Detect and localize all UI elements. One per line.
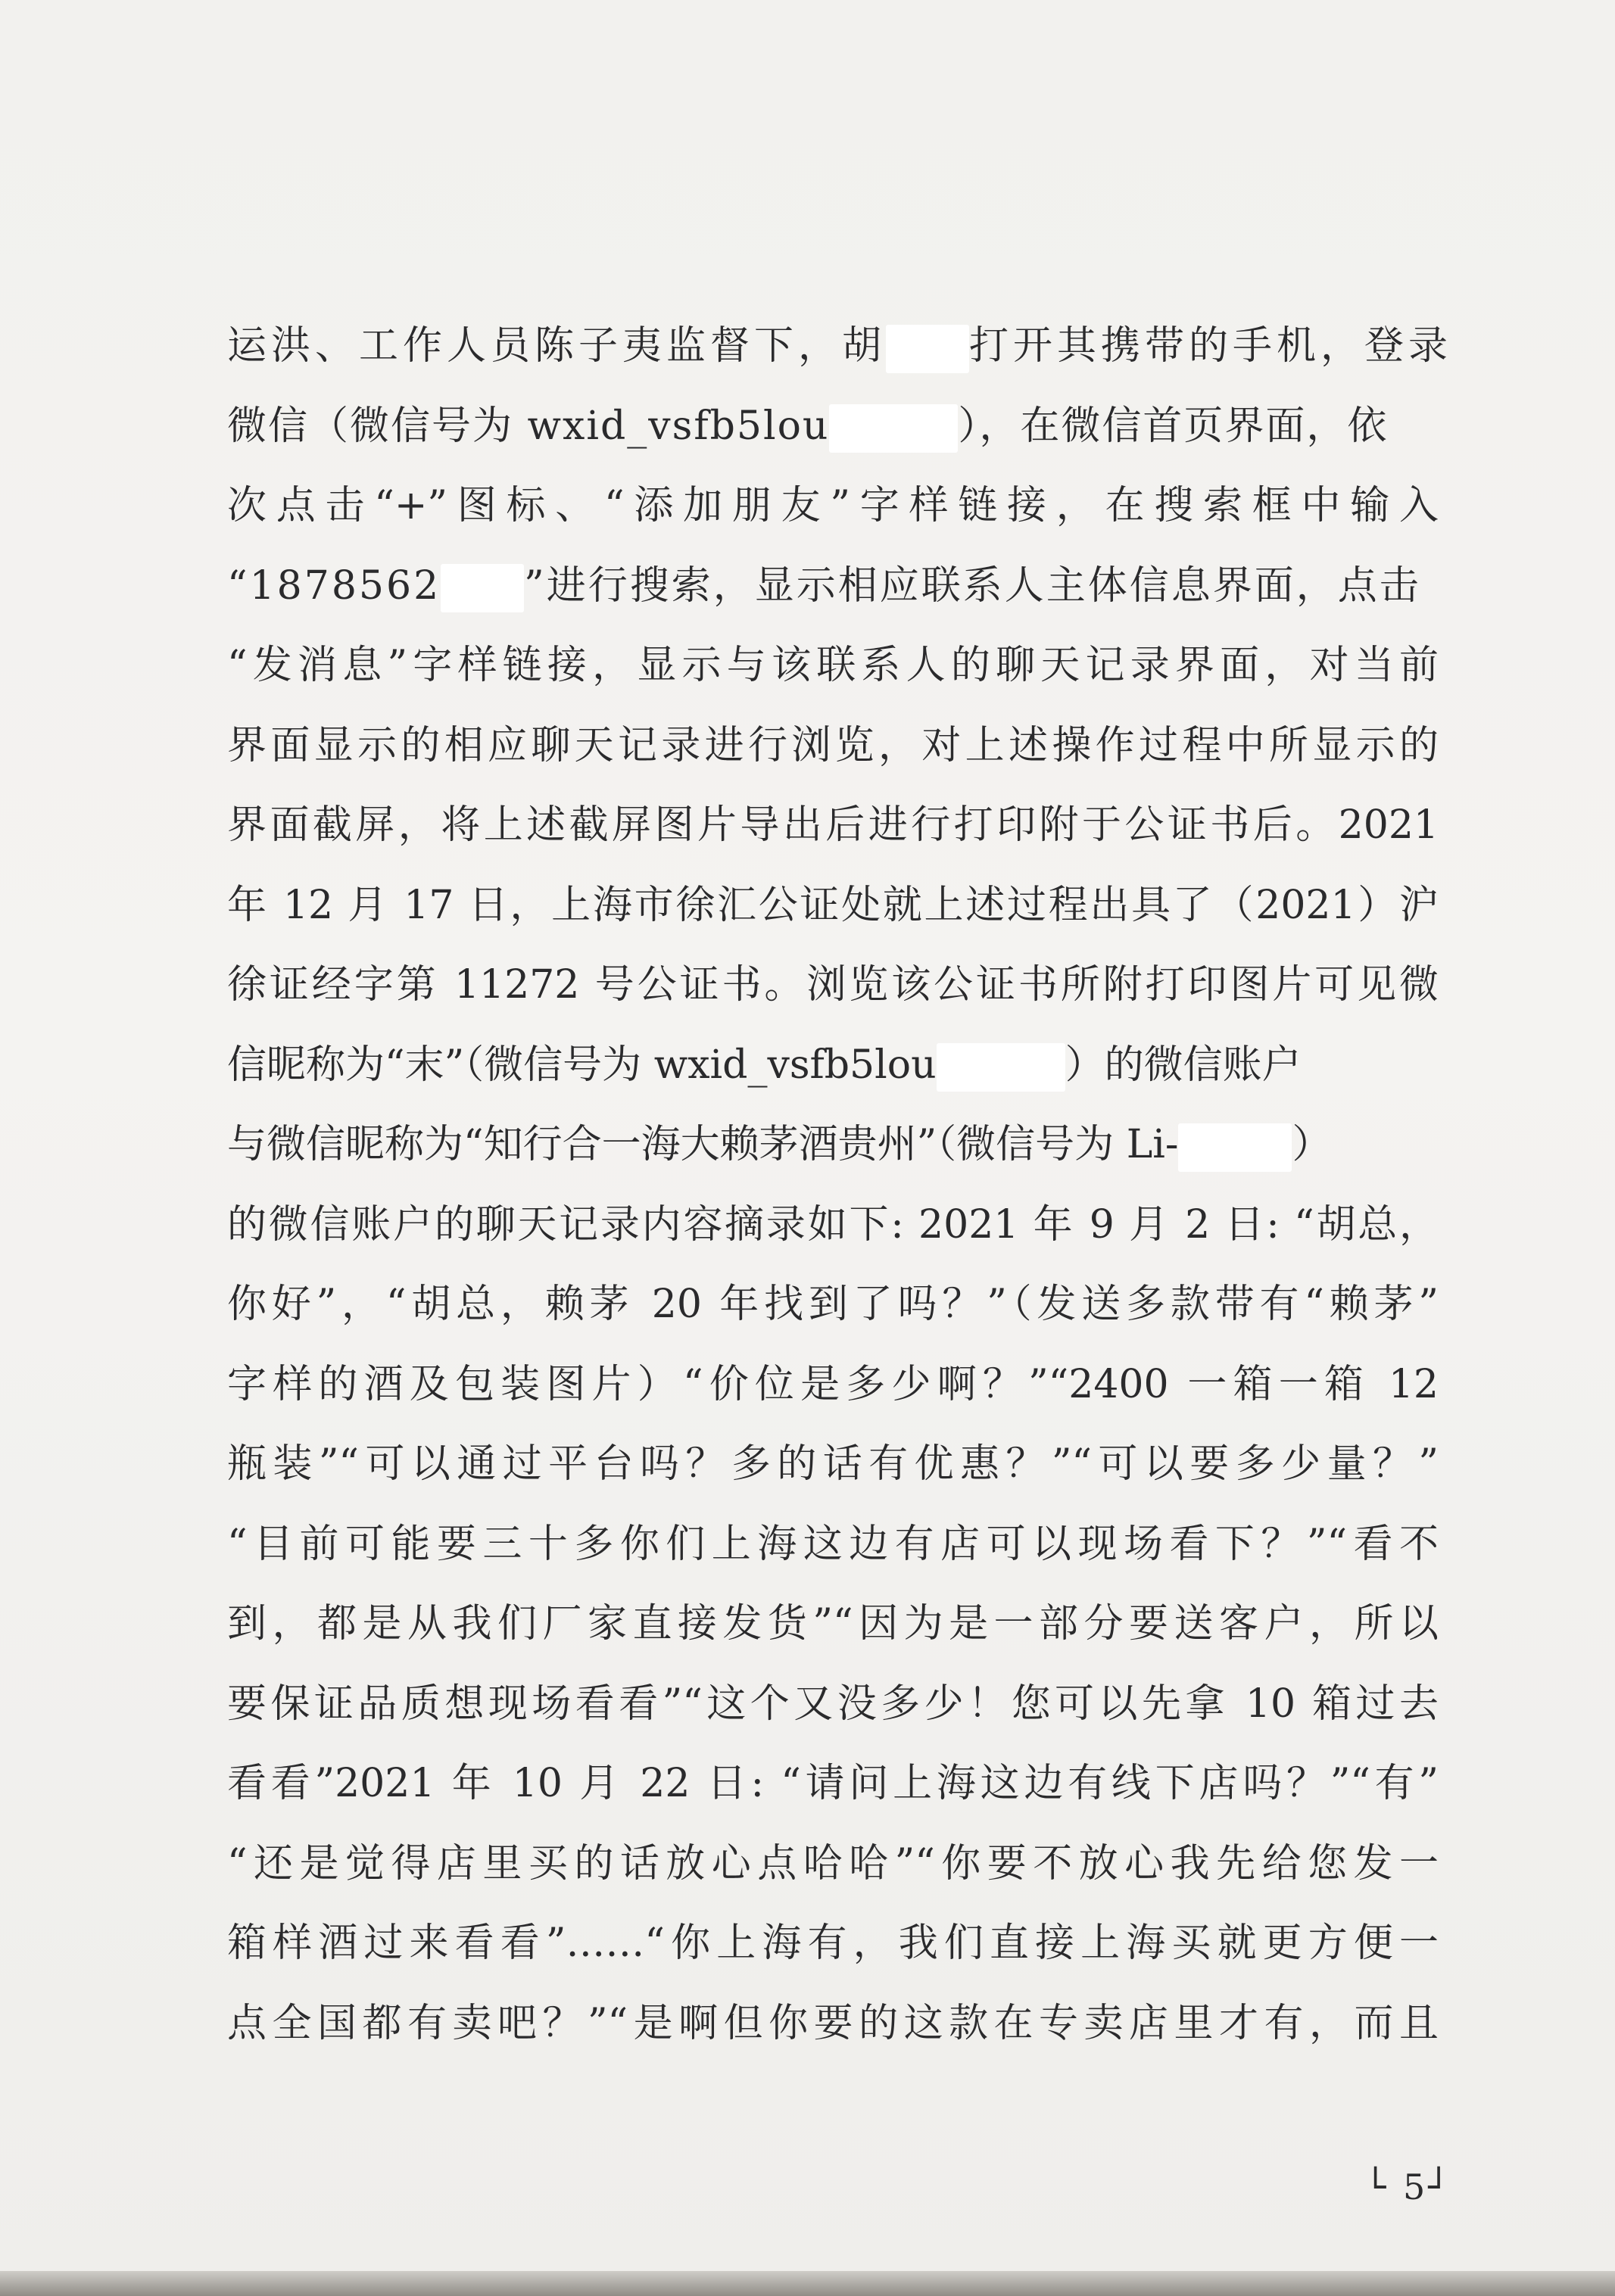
page-number: └ 5┘ bbox=[1364, 2167, 1452, 2207]
text-line-21: 箱样酒过来看看”……“你上海有，我们直接上海买就更方便一 bbox=[227, 1921, 1439, 1966]
text-line-3: 次点击“+”图标、“添加朋友”字样链接，在搜索框中输入 bbox=[227, 483, 1439, 528]
text-line-22: 点全国都有卖吧？”“是啊但你要的这款在专卖店里才有，而且 bbox=[227, 2000, 1439, 2046]
text-line-16: “目前可能要三十多你们上海这边有店可以现场看下？”“看不 bbox=[227, 1521, 1439, 1567]
text-line-14: 字样的酒及包装图片）“价位是多少啊？”“2400 一箱一箱 12 bbox=[227, 1361, 1439, 1407]
text-line-12: 的微信账户的聊天记录内容摘录如下: 2021 年 9 月 2 日: “胡总， bbox=[227, 1201, 1439, 1248]
text-line-5: “发消息”字样链接，显示与该联系人的聊天记录界面，对当前 bbox=[227, 643, 1439, 688]
redaction-block bbox=[886, 325, 969, 373]
text-line-13: 你好”，“胡总，赖茅 20 年找到了吗？”（发送多款带有“赖茅” bbox=[227, 1282, 1439, 1327]
page-bottom-edge bbox=[0, 2271, 1615, 2296]
text-line-17: 到，都是从我们厂家直接发货”“因为是一部分要送客户，所以 bbox=[227, 1601, 1439, 1646]
redaction-block bbox=[1178, 1123, 1292, 1172]
text-line-18: 要保证品质想现场看看”“这个又没多少！您可以先拿 10 箱过去 bbox=[227, 1681, 1439, 1727]
text-line-2: 微信（微信号为 wxid_vsfb5lou ），在微信首页界面，依 bbox=[227, 387, 1439, 467]
redaction-block bbox=[937, 1043, 1065, 1092]
text-line-9: 徐证经字第 11272 号公证书。浏览该公证书所附打印图片可见微 bbox=[227, 962, 1439, 1008]
text-line-1: 运洪、工作人员陈子夷监督下，胡 打开其携带的手机，登录 bbox=[227, 307, 1439, 387]
text-line-8: 年 12 月 17 日，上海市徐汇公证处就上述过程出具了（2021）沪 bbox=[227, 882, 1439, 928]
redaction-block bbox=[829, 404, 958, 453]
text-line-11: 与微信昵称为“知行合一海大赖茅酒贵州”（微信号为 Li- ） bbox=[227, 1105, 1439, 1185]
text-line-4: “1878562 ”进行搜索，显示相应联系人主体信息界面，点击 bbox=[227, 547, 1439, 627]
text-line-15: 瓶装”“可以通过平台吗？多的话有优惠？”“可以要多少量？” bbox=[227, 1441, 1439, 1487]
text-line-7: 界面截屏，将上述截屏图片导出后进行打印附于公证书后。2021 bbox=[227, 802, 1439, 848]
text-line-19: 看看”2021 年 10 月 22 日: “请问上海这边有线下店吗？”“有” bbox=[227, 1761, 1439, 1806]
text-line-20: “还是觉得店里买的话放心点哈哈”“你要不放心我先给您发一 bbox=[227, 1840, 1439, 1886]
text-line-10: 信昵称为“末”（微信号为 wxid_vsfb5lou ）的微信账户 bbox=[227, 1026, 1439, 1106]
redaction-block bbox=[441, 564, 524, 612]
text-line-6: 界面显示的相应聊天记录进行浏览，对上述操作过程中所显示的 bbox=[227, 722, 1439, 768]
body-text bbox=[227, 307, 1453, 2064]
